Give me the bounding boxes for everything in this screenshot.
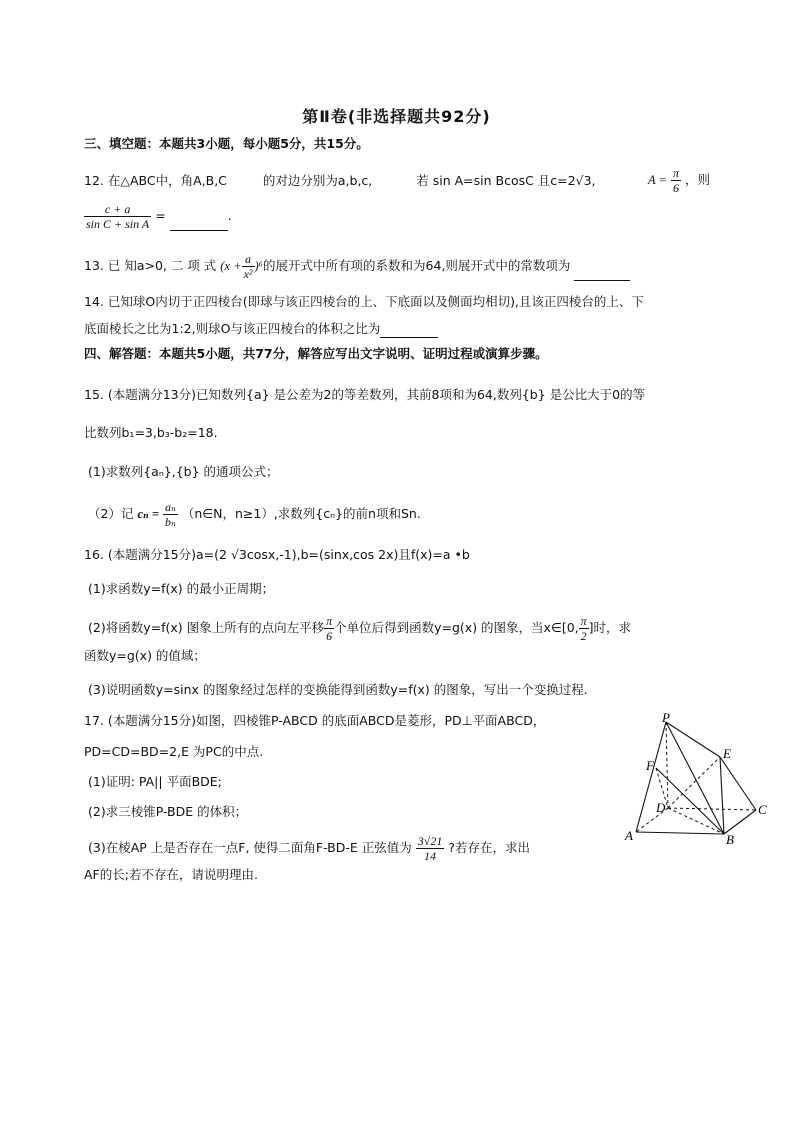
- edge-ab: [636, 832, 724, 834]
- q17-sub3-den: 14: [424, 849, 437, 863]
- q12-equals: =: [155, 208, 166, 223]
- q15-sub2-den: bₙ: [164, 515, 176, 529]
- edge-bc: [724, 810, 756, 834]
- q12-angle: [648, 166, 710, 195]
- q17-line1: 17. (本题满分15分)如图，四棱锥P-ABCD 的底面ABCD是菱形，PD⊥平面ABCD，: [84, 713, 546, 728]
- q16-sub2-fraction: [324, 614, 334, 643]
- q15-sub2-cn: cₙ =: [137, 507, 159, 521]
- q13-answer-blank[interactable]: [574, 280, 630, 281]
- label-c: C: [758, 802, 767, 817]
- label-a: A: [625, 828, 633, 843]
- q17-sub3-num: 3√21: [417, 834, 443, 848]
- q15-line2: 比数列b₁=3,b₃-b₂=18.: [84, 425, 218, 440]
- q12-line1: [84, 172, 596, 190]
- q12-part1: 12. 在△ABC中，角A,B,C: [84, 173, 227, 188]
- q14-line1: 14. 已知球O内切于正四棱台(即球与该正四棱台的上、下底面以及侧面均相切),且该正四棱台的上、下: [84, 294, 644, 309]
- q16-sub2: [88, 614, 631, 643]
- q14-line2: [84, 320, 438, 338]
- q16-sub2-num: π: [326, 614, 333, 628]
- label-f: F: [646, 758, 654, 773]
- q13-expr-den: x²: [243, 267, 253, 281]
- q13-expr-close: )⁶: [254, 259, 264, 273]
- label-p: P: [662, 712, 670, 725]
- q12-fraction: [84, 202, 151, 231]
- q17-sub2: (2)求三棱锥P-BDE 的体积；: [88, 804, 248, 819]
- q13-line: [84, 252, 630, 281]
- edge-db: [668, 808, 724, 834]
- q16-sub2-fraction2: [579, 614, 589, 643]
- q14-line2-text: 底面棱长之比为1:2,则球O与该正四棱台的体积之比为: [84, 321, 381, 336]
- q15-sub2-fraction: [163, 500, 178, 529]
- label-d: D: [656, 800, 666, 815]
- q14-answer-blank[interactable]: [380, 337, 438, 338]
- edge-pe: [666, 722, 720, 757]
- q17-sub1: (1)证明: PA|| 平面BDE;: [88, 774, 222, 789]
- q12-frac-den: sin C + sin A: [86, 217, 150, 231]
- q15-sub2-num: aₙ: [164, 500, 176, 514]
- q16-sub3: (3)说明函数y=sinx 的图象经过怎样的变换能得到函数y=f(x) 的图象，写出一个变换过程.: [88, 682, 588, 697]
- page-title: 第Ⅱ卷(非选择题共92分): [302, 107, 491, 126]
- q15-sub2-post: ,求数列{cₙ}的前n项和Sn.: [273, 506, 421, 521]
- edge-eb: [720, 757, 724, 834]
- section3-header: 三、填空题：本题共3小题，每小题5分，共15分。: [84, 136, 369, 151]
- q12-angle-fraction: [671, 166, 681, 195]
- q16-sub2-num2: π: [580, 614, 587, 628]
- q15-sub2: [88, 500, 421, 529]
- q13-expr-open: (x +: [220, 259, 242, 273]
- q15-sub2-pre: （2）记: [88, 506, 134, 521]
- q16-sub2-line2: 函数y=g(x) 的值域；: [84, 648, 206, 663]
- q12-frac-num: c + a: [84, 202, 151, 217]
- q17-sub3: [88, 834, 530, 863]
- q16-line1: 16. (本题满分15分)a=(2 √3cosx,-1),b=(sinx,cos 2x)且f(x)=a •b: [84, 547, 470, 562]
- edge-pd: [666, 722, 668, 808]
- edge-de: [668, 757, 720, 808]
- edge-pb: [666, 722, 724, 834]
- q12-angle-den: 6: [672, 181, 679, 195]
- q16-sub1: (1)求函数y=f(x) 的最小正周期；: [88, 581, 275, 596]
- q16-sub2-pre: (2)将函数y=f(x) 图象上所有的点向左平移: [88, 620, 325, 635]
- q15-sub2-cond: （n∈N，n≥1）: [181, 506, 274, 521]
- q12-angle-num: π: [672, 166, 679, 180]
- section4-header: 四、解答题：本题共5小题，共77分，解答应写出文字说明、证明过程或演算步骤。: [84, 346, 548, 361]
- label-e: E: [723, 746, 731, 761]
- q16-sub2-den: 6: [326, 629, 333, 643]
- q13-part2: 的展开式中所有项的系数和为64,则展开式中的常数项为: [263, 258, 571, 273]
- q17-sub3-post: ?若存在，求出: [448, 840, 530, 855]
- q12-line2: $\frac{c + a}{\text{sin C + sin A}}$ = .: [86, 202, 232, 231]
- edge-fb: [656, 768, 724, 834]
- q13-part1: 13. 已 知a>0, 二 项 式: [84, 258, 217, 273]
- q12-part2: 的对边分别为a,b,c,: [262, 173, 373, 188]
- q12-part3: 若 sin A=sin BcosC 且c=2√3,: [416, 173, 596, 188]
- q15-sub1: (1)求数列{aₙ},{b} 的通项公式；: [88, 464, 279, 479]
- q13-expr-num: a: [242, 252, 255, 267]
- q15-line1: 15. (本题满分13分)已知数列{a} 是公差为2的等差数列，其前8项和为64,数列{b} 是公比大于0的等: [84, 387, 646, 402]
- label-b: B: [726, 832, 734, 847]
- pyramid-figure: [620, 712, 770, 852]
- q17-sub3-fraction: [416, 834, 445, 863]
- q12-angle-lhs: A =: [648, 173, 667, 187]
- q16-sub2-den2: 2: [580, 629, 587, 643]
- q12-answer-blank[interactable]: [170, 230, 228, 231]
- q16-sub2-post: ]时，求: [588, 620, 632, 635]
- edge-ec: [720, 757, 756, 810]
- q12-angle-suffix: ，则: [684, 172, 710, 187]
- q16-sub2-mid: 个单位后得到函数y=g(x) 的图象，当x∈[0,: [334, 620, 579, 635]
- q17-line2: PD=CD=BD=2,E 为PC的中点.: [84, 744, 264, 759]
- q13-expr-fraction: [242, 252, 255, 281]
- q17-sub3-pre: (3)在棱AP 上是否存在一点F, 使得二面角F-BD-E 正弦值为: [88, 840, 412, 855]
- q17-sub3-line2: AF的长;若不存在，请说明理由.: [84, 867, 258, 882]
- edge-pa: [636, 722, 666, 832]
